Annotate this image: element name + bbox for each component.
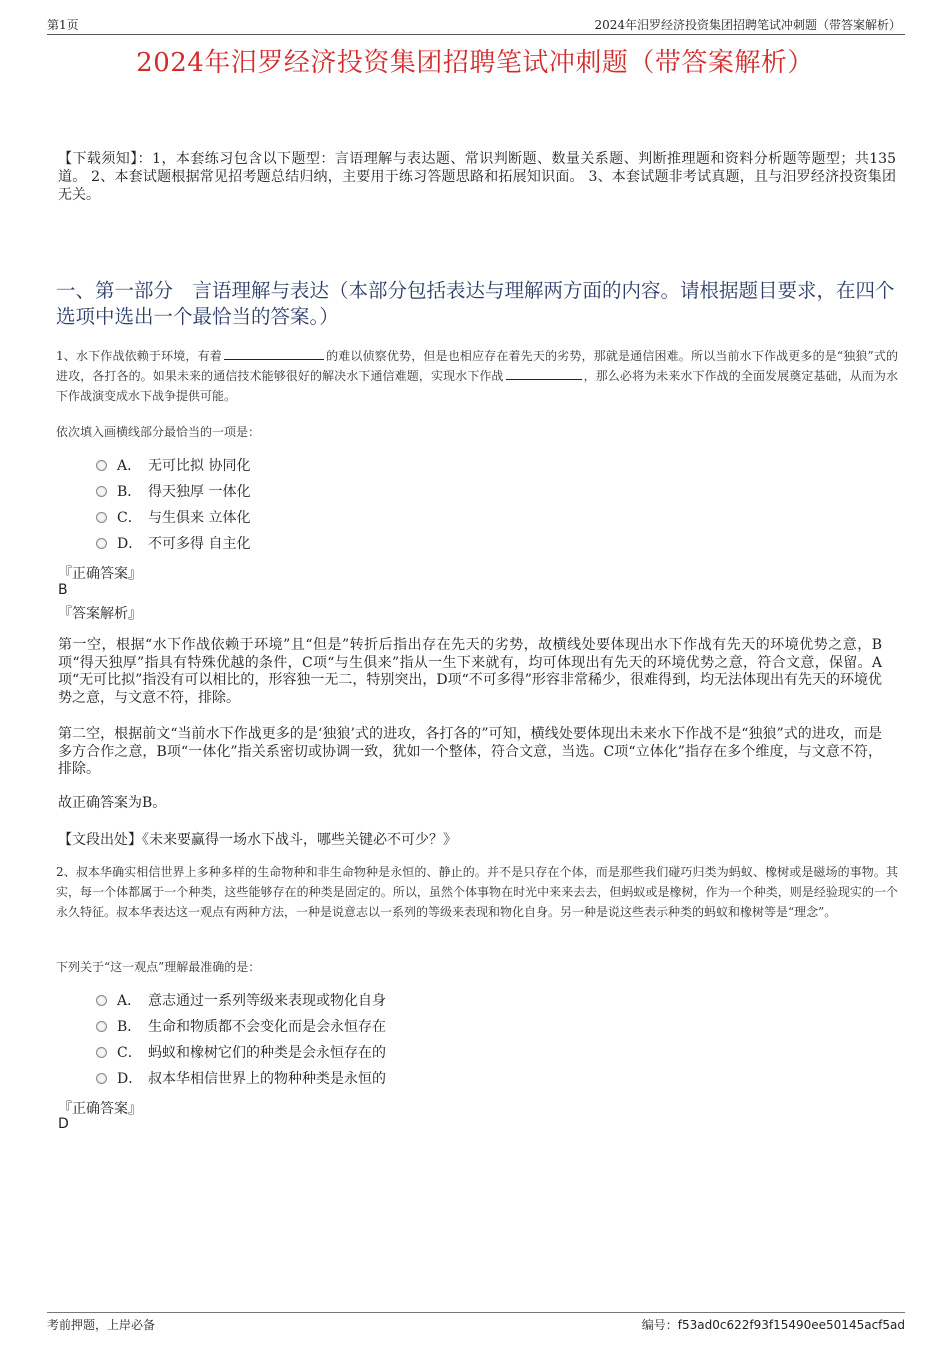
analysis-paragraph-1: 第一空，根据“水下作战依赖于环境”且“但是”转折后指出存在先天的劣势，故横线处要体现出水下作战有先天的环境优势之意，B项“得天独厚”指具有特殊优越的条件，C项“与生俱来”指从一生下来就有，均可体现出有先天的环境优势之意，符合文意，保留。A项“无可比拟”指没有可以相比的，形容独一无二，特别突出，D项“不可多得”形容非常稀少，很难得到，均无法体现出有先天的环境优势之意，与文意不符，排除。 [58, 637, 882, 706]
radio-icon[interactable] [96, 460, 107, 471]
question-1-text [56, 346, 898, 406]
footer-code-label: 编号： [641, 1318, 678, 1332]
option-text: 意志通过一系列等级来表现或物化自身 [148, 993, 386, 1009]
download-notice: 【下载须知】：1，本套练习包含以下题型：言语理解与表达题、常识判断题、数量关系题、判断推理题和资料分析题等题型；共135道。 2、本套试题根据常见招考题总结归纳，主要用于练习答题思路和拓展知识面。 3、本套试题非考试真题，且与汨罗经济投资集团无关。 [58, 151, 896, 203]
option-d[interactable] [96, 1065, 386, 1091]
option-text: 得天独厚 一体化 [148, 484, 251, 500]
passage-source: 【文段出处】《未来要赢得一场水下战斗，哪些关键必不可少？》 [58, 832, 457, 848]
option-d[interactable] [96, 530, 250, 556]
question-1-prompt: 依次填入画横线部分最恰当的一项是： [56, 425, 261, 439]
blank-line [506, 378, 582, 380]
analysis-label: 『答案解析』 [58, 606, 142, 622]
option-letter: A． [117, 993, 142, 1009]
option-letter: C． [117, 1045, 142, 1061]
option-b[interactable] [96, 478, 250, 504]
option-text: 不可多得 自主化 [148, 536, 251, 552]
option-b[interactable] [96, 1013, 386, 1039]
option-letter: D． [117, 1071, 143, 1087]
radio-icon[interactable] [96, 486, 107, 497]
radio-icon[interactable] [96, 538, 107, 549]
radio-icon[interactable] [96, 1047, 107, 1058]
question-1-text-part1: 1、水下作战依赖于环境，有着 [56, 349, 222, 363]
document-title: 2024年汨罗经济投资集团招聘笔试冲刺题（带答案解析） [136, 48, 814, 78]
radio-icon[interactable] [96, 995, 107, 1006]
option-text: 生命和物质都不会变化而是会永恒存在 [148, 1019, 386, 1035]
page-number: 第1页 [47, 18, 79, 32]
question-1-text-part3: ，那么必将为未来水下作战的全面发展奠定基础，从而为水下作战演变成水下战争提供可能。 [56, 369, 898, 403]
question-2-prompt: 下列关于“这一观点”理解最准确的是： [56, 960, 261, 974]
correct-answer: D [58, 1116, 69, 1132]
footer-slogan: 考前押题，上岸必备 [47, 1318, 156, 1332]
option-letter: C． [117, 510, 142, 526]
question-2-text: 2、叔本华确实相信世界上多种多样的生命物种和非生命物种是永恒的、静止的。并不是只存在个体，而是那些我们碰巧归类为蚂蚁、橡树或是磁场的事物。其实，每一个体都属于一个种类，这些能够存在的种类是固定的。所以，虽然个体事物在时光中来来去去，但蚂蚁或是橡树，作为一个种类，则是经验现实的一个永久特征。叔本华表达这一观点有两种方法，一种是说意志以一系列的等级来表现和物化自身。另一种是说这些表示种类的蚂蚁和橡树等是“理念”。 [56, 865, 898, 919]
analysis-conclusion: 故正确答案为B。 [58, 795, 167, 811]
footer-code-value: f53ad0c622f93f15490ee50145acf5ad [677, 1318, 905, 1332]
radio-icon[interactable] [96, 512, 107, 523]
question-2-options [96, 987, 386, 1091]
radio-icon[interactable] [96, 1073, 107, 1084]
correct-answer: B [58, 582, 68, 598]
correct-answer-label: 『正确答案』 [58, 1101, 142, 1117]
analysis-paragraph-2: 第二空，根据前文“当前水下作战更多的是‘独狼’式的进攻，各打各的”可知，横线处要体现出未来水下作战不是“独狼”式的进攻，而是多方合作之意，B项“一体化”指关系密切或协调一致，犹如一个整体，符合文意，当选。C项“立体化”指存在多个维度，与文意不符，排除。 [58, 726, 882, 777]
question-1-text-part2: 的难以侦察优势，但是也相应存在着先天的劣势，那就是通信困难。所以当前水下作战更多的是“独狼”式的进攻，各打各的。如果未来的通信技术能够很好的解决水下通信难题，实现水下作战 [56, 349, 898, 383]
question-1-options [96, 452, 250, 556]
option-text: 无可比拟 协同化 [148, 458, 251, 474]
option-letter: B． [117, 1019, 142, 1035]
option-a[interactable] [96, 987, 386, 1013]
option-letter: A． [117, 458, 142, 474]
section-title: 一、第一部分 言语理解与表达（本部分包括表达与理解两方面的内容。请根据题目要求，在四个选项中选出一个最恰当的答案。） [56, 279, 895, 328]
option-c[interactable] [96, 1039, 386, 1065]
radio-icon[interactable] [96, 1021, 107, 1032]
option-letter: B． [117, 484, 142, 500]
page-footer [47, 1312, 905, 1336]
header-doc-title: 2024年汨罗经济投资集团招聘笔试冲刺题（带答案解析） [594, 18, 901, 32]
blank-line [224, 358, 324, 360]
option-letter: D． [117, 536, 143, 552]
option-text: 叔本华相信世界上的物种种类是永恒的 [148, 1071, 386, 1087]
option-text: 与生俱来 立体化 [148, 510, 251, 526]
correct-answer-label: 『正确答案』 [58, 566, 142, 582]
option-c[interactable] [96, 504, 250, 530]
page-header [47, 14, 905, 35]
option-a[interactable] [96, 452, 250, 478]
footer-code [642, 1316, 905, 1333]
option-text: 蚂蚁和橡树它们的种类是会永恒存在的 [148, 1045, 386, 1061]
